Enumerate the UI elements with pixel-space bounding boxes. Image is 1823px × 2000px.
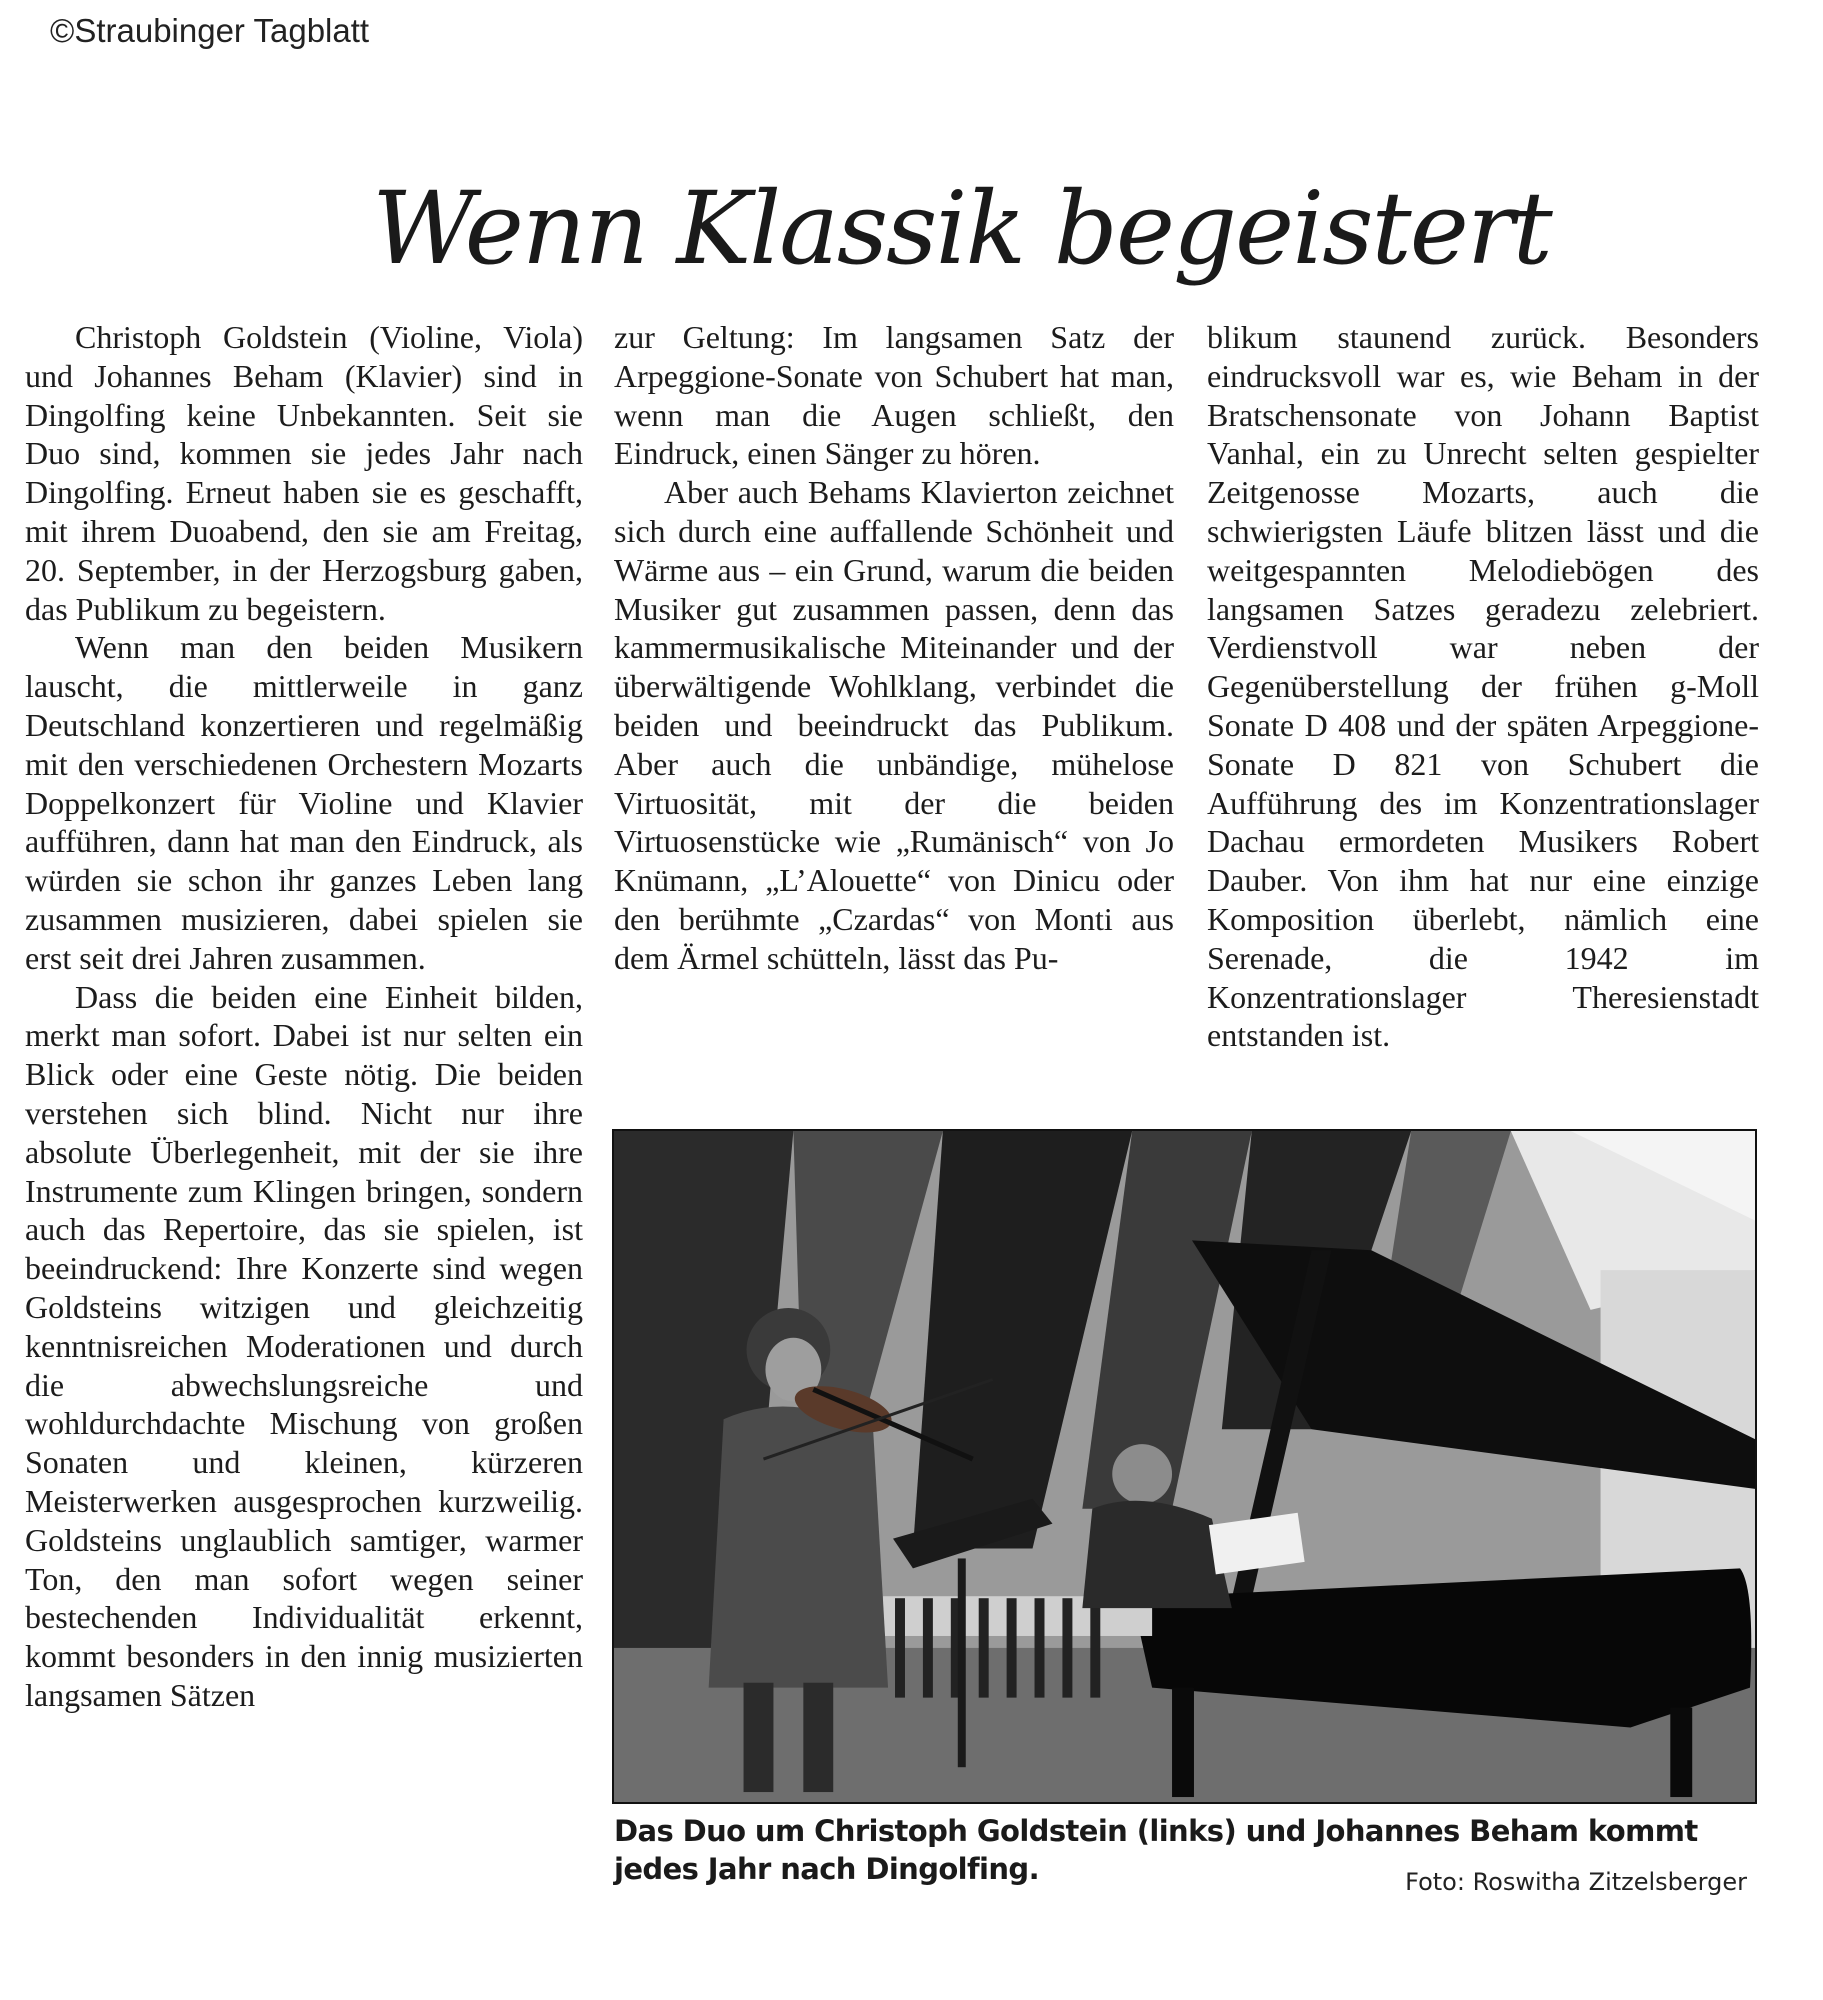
- paragraph: blikum staunend zurück. Besonders eindrucksvoll war es, wie Beham in der Bratschensonate von Johann Baptist Vanhal, ein zu Unrecht selten gespielter Zeitgenosse Mozarts, auch die schwierigsten Läufe blitzen lässt und die weitgespannten Melodiebögen des langsamen Satzes geradezu zelebriert. Verdienstvoll war neben der Gegenüberstellung der frühen g-Moll Sonate D 408 und der späten Arpeggione-Sonate D 821 von Schubert die Aufführung des im Konzentrationslager Dachau ermordeten Musikers Robert Dauber. Von ihm hat nur eine einzige Komposition überlebt, nämlich eine Serenade, die 1942 im Konzentrationslager Theresienstadt entstanden ist.: [1207, 319, 1759, 1054]
- photo-caption: Das Duo um Christoph Goldstein (links) und Johannes Beham kommt jedes Jahr nach Dingolfing.: [614, 1814, 1698, 1886]
- article-column-1: [25, 318, 583, 1715]
- paragraph: Aber auch Behams Klavierton zeichnet sich durch eine auffallende Schönheit und Wärme aus – ein Grund, warum die beiden Musiker gut zusammen passen, denn das kammermusikalische Miteinander und der überwältigende Wohlklang, verbindet die beiden und beeindruckt das Publikum. Aber auch die unbändige, mühelose Virtuosität, mit der die beiden Virtuosenstücke wie „Rumänisch“ von Jo Knümann, „L’Alouette“ von Dinicu oder den berühmte „Czardas“ von Monti aus dem Ärmel schütteln, lässt das Pu-: [614, 474, 1174, 976]
- concert-photo-illustration: [614, 1131, 1755, 1802]
- paragraph: Christoph Goldstein (Violine, Viola) und Johannes Beham (Klavier) sind in Dingolfing keine Unbekannten. Seit sie Duo sind, kommen sie jedes Jahr nach Dingolfing. Erneut haben sie es geschafft, mit ihrem Duoabend, den sie am Freitag, 20. September, in der Herzogsburg gaben, das Publikum zu begeistern.: [25, 319, 583, 627]
- paragraph: Wenn man den beiden Musikern lauscht, die mittlerweile in ganz Deutschland konzertieren und regelmäßig mit den verschiedenen Orchestern Mozarts Doppelkonzert für Violine und Klavier aufführen, dann hat man den Eindruck, als würden sie schon ihr ganzes Leben lang zusammen musizieren, dabei spielen sie erst seit drei Jahren zusammen.: [25, 629, 583, 976]
- concert-photo: [612, 1129, 1757, 1804]
- photo-credit: Foto: Roswitha Zitzelsberger: [1405, 1868, 1747, 1896]
- article-headline: Wenn Klassik begeistert: [372, 170, 1551, 287]
- copyright-notice: ©Straubinger Tagblatt: [50, 12, 370, 49]
- paragraph: Dass die beiden eine Einheit bilden, merkt man sofort. Dabei ist nur selten ein Blick oder eine Geste nötig. Die beiden verstehen sich blind. Nicht nur ihre absolute Überlegenheit, mit der sie ihre Instrumente zum Klingen bringen, sondern auch das Repertoire, das sie spielen, ist beeindruckend: Ihre Konzerte sind wegen Goldsteins witzigen und gleichzeitig kenntnisreichen Moderationen und durch die abwechslungsreiche und wohldurchdachte Mischung von großen Sonaten und kleinen, kürzeren Meisterwerken ausgesprochen kurzweilig. Goldsteins unglaublich samtiger, warmer Ton, den man sofort wegen seiner bestechenden Individualität erkennt, kommt besonders in den innig musizierten langsamen Sätzen: [25, 978, 583, 1713]
- article-column-3: [1207, 318, 1759, 1055]
- article-column-2: [614, 318, 1174, 978]
- paragraph: zur Geltung: Im langsamen Satz der Arpeggione-Sonate von Schubert hat man, wenn man die Augen schließt, den Eindruck, einen Sänger zu hören.: [614, 319, 1174, 472]
